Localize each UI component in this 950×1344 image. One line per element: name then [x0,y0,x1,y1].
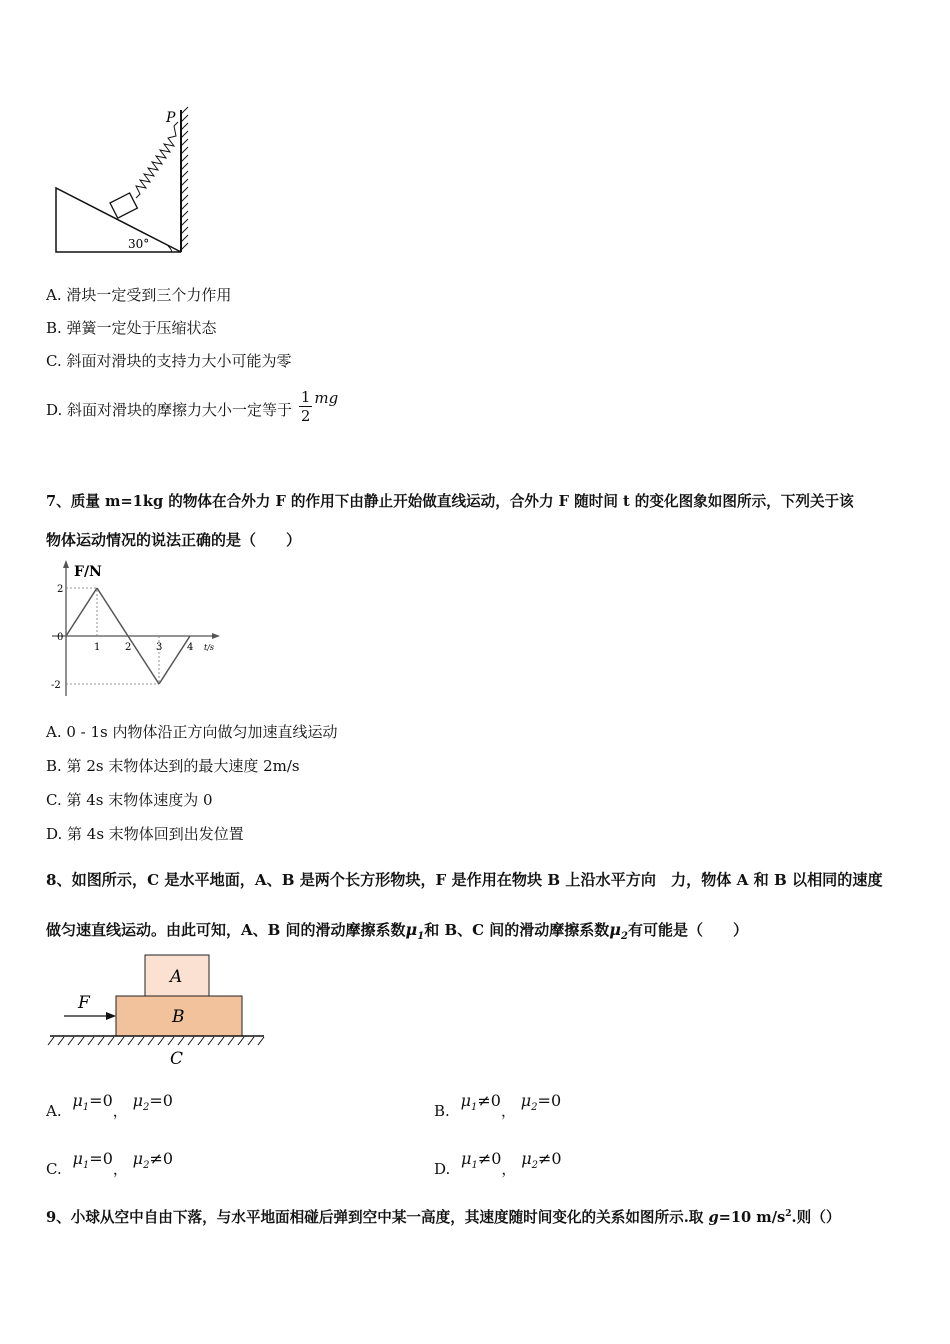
x-tick-label: 3 [156,642,163,653]
incline-spring-figure [40,100,210,260]
series-segment [66,588,97,636]
mu1-symbol: $\mu_1$ [72,1149,90,1172]
mu1-symbol: $\mu_1$ [72,1091,90,1114]
mu1-symbol: $\mu_1$ [405,920,425,943]
option-letter: B. [434,1102,450,1120]
q8-stem-line1: 8、如图所示，C 是水平地面，A、B 是两个长方形物块，F 是作用在物块 B 上沿水平方向 力，物体 A 和 B 以相同的速度 [46,871,883,889]
q8-option-a [46,1090,173,1120]
mu1-relation: =0 [89,1091,113,1110]
x-tick-label: 2 [125,642,132,653]
mg-term: mg [314,389,339,407]
y-tick-label: 0 [57,632,64,643]
superscript: 2 [785,1209,792,1219]
q6-option-a: A. 滑块一定受到三个力作用 [46,286,232,304]
x-tick-label: 4 [187,642,194,653]
blocks-figure [44,952,270,1070]
angle-label: 30° [128,237,150,251]
mu1-relation: ≠0 [477,1091,501,1110]
force-label: F [78,993,90,1013]
mu2-symbol: $\mu_2$ [520,1091,538,1114]
q9-stem-post: .则（） [791,1208,841,1226]
option-letter: C. [46,1160,62,1178]
q7-option-b: B. 第 2s 末物体达到的最大速度 2m/s [46,757,300,775]
y-tick-label: 2 [57,584,64,595]
q6-option-d [46,388,338,429]
series-segment [159,636,190,684]
separator: ， [501,1160,517,1178]
series-segment [128,636,159,684]
q6-option-b: B. 弹簧一定处于压缩状态 [46,319,217,337]
force-arrowhead [106,1012,116,1020]
y-tick-label: -2 [51,680,61,691]
mu2-relation: ≠0 [538,1149,562,1168]
mu1-symbol: $\mu_1$ [460,1091,478,1114]
block-a-label: A [170,967,183,987]
q6-option-d-text: D. 斜面对滑块的摩擦力大小一定等于 [46,401,293,419]
q8-stem-pre: 做匀速直线运动。由此可知，A、B 间的滑动摩擦系数 [46,921,406,939]
g-symbol: g [708,1208,719,1226]
q7-option-c: C. 第 4s 末物体速度为 0 [46,791,213,809]
mu1-relation: ≠0 [477,1149,502,1168]
q7-option-a: A. 0 - 1s 内物体沿正方向做匀加速直线运动 [46,723,338,741]
mu2-relation: =0 [537,1091,562,1110]
q8-stem-post: 有可能是（ ） [627,921,748,939]
force-time-chart [44,556,234,706]
q9-stem [46,1204,840,1228]
separator: ， [500,1102,516,1120]
x-axis-label: t/s [204,643,215,652]
q8-option-b [434,1090,562,1120]
option-letter: D. [434,1160,451,1178]
y-axis-arrow [63,560,69,568]
option-letter: A. [46,1102,62,1120]
q7-stem-line2: 物体运动情况的说法正确的是（ ） [46,531,302,549]
fraction-denominator: 2 [300,407,311,425]
mu2-symbol: $\mu_2$ [132,1149,150,1172]
mu1-symbol: $\mu_1$ [461,1149,478,1172]
block-b-label: B [172,1007,185,1027]
q8-stem-mid: 和 B、C 间的滑动摩擦系数 [424,921,610,939]
ground-label: C [170,1049,184,1069]
q8-option-c [46,1148,174,1178]
mu1-relation: =0 [89,1149,113,1168]
q6-option-c: C. 斜面对滑块的支持力大小可能为零 [46,352,292,370]
x-tick-label: 1 [94,642,101,653]
mu2-symbol: $\mu_2$ [132,1091,150,1114]
q8-stem-line2 [46,920,748,947]
mu2-relation: =0 [149,1091,173,1110]
series-segment [97,588,128,636]
separator: ， [112,1160,128,1178]
q7-stem-line1: 7、质量 m=1kg 的物体在合外力 F 的作用下由静止开始做直线运动，合外力 F 随时间 t 的变化图象如图所示，下列关于该 [46,493,854,510]
q9-stem-value: =10 m/s [718,1208,786,1226]
label-P: P [166,110,176,126]
q8-option-d [434,1148,562,1178]
q9-stem-pre: 9、小球从空中自由下落，与水平地面相碰后弹到空中某一高度，其速度随时间变化的关系如图所示.取 [46,1208,709,1226]
q7-option-d: D. 第 4s 末物体回到出发位置 [46,825,244,843]
x-axis-arrow [212,633,220,639]
separator: ， [112,1102,128,1120]
mu2-symbol: $\mu_2$ [521,1149,538,1172]
mu2-relation: ≠0 [149,1149,174,1168]
fraction [299,388,313,425]
fraction-numerator: 1 [300,388,311,406]
mu2-symbol: $\mu_2$ [609,920,628,943]
y-axis-label: F/N [74,564,102,580]
